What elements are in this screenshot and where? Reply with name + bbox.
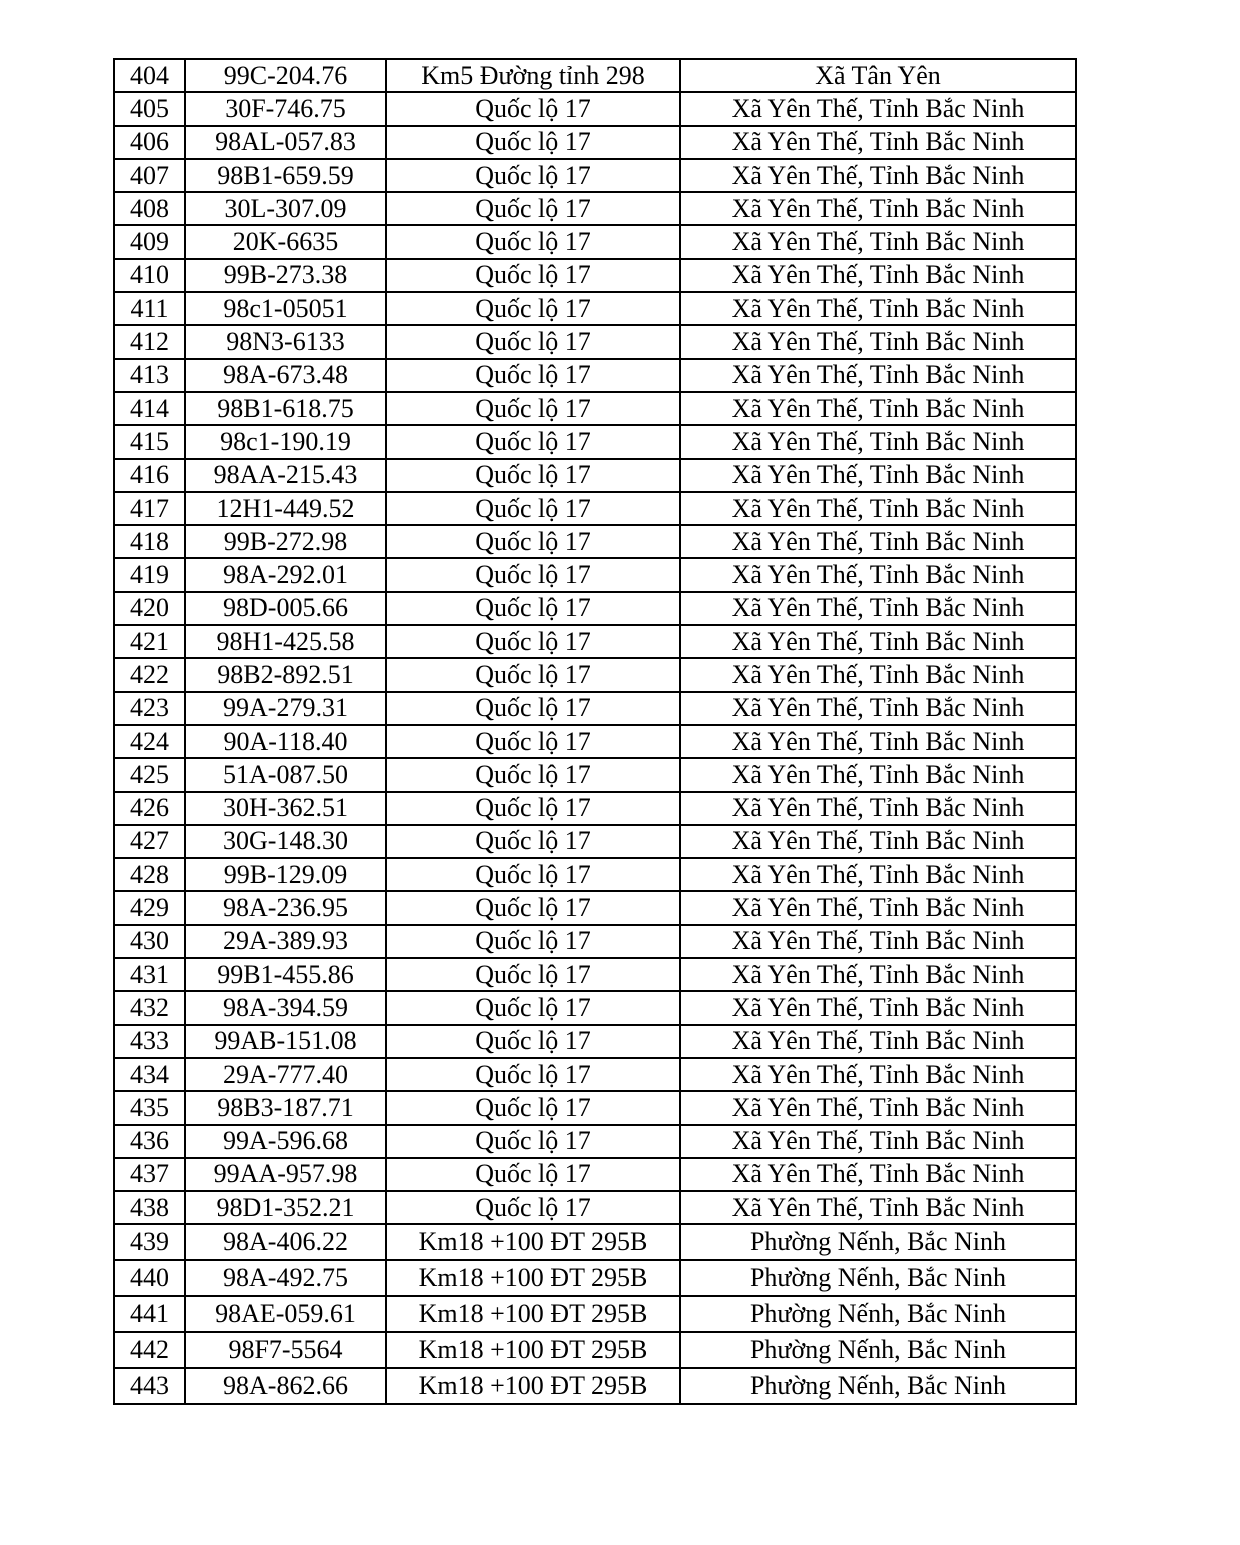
administrative-unit-cell: Xã Yên Thế, Tỉnh Bắc Ninh <box>680 991 1076 1024</box>
license-plate-cell: 98A-492.75 <box>185 1260 386 1296</box>
row-number-cell: 439 <box>114 1224 185 1260</box>
administrative-unit-cell: Xã Yên Thế, Tỉnh Bắc Ninh <box>680 192 1076 225</box>
license-plate-cell: 98AA-215.43 <box>185 459 386 492</box>
license-plate-cell: 30L-307.09 <box>185 192 386 225</box>
administrative-unit-cell: Xã Yên Thế, Tỉnh Bắc Ninh <box>680 692 1076 725</box>
administrative-unit-cell: Xã Yên Thế, Tỉnh Bắc Ninh <box>680 958 1076 991</box>
table-row <box>114 59 1076 92</box>
table-row <box>114 592 1076 625</box>
location-cell: Quốc lộ 17 <box>386 625 680 658</box>
administrative-unit-cell: Xã Yên Thế, Tỉnh Bắc Ninh <box>680 825 1076 858</box>
row-number-cell: 404 <box>114 59 185 92</box>
row-number-cell: 431 <box>114 958 185 991</box>
administrative-unit-cell: Xã Yên Thế, Tỉnh Bắc Ninh <box>680 1091 1076 1124</box>
administrative-unit-cell: Xã Yên Thế, Tỉnh Bắc Ninh <box>680 891 1076 924</box>
license-plate-cell: 99AA-957.98 <box>185 1158 386 1191</box>
administrative-unit-cell: Phường Nếnh, Bắc Ninh <box>680 1260 1076 1296</box>
location-cell: Quốc lộ 17 <box>386 525 680 558</box>
administrative-unit-cell: Xã Yên Thế, Tỉnh Bắc Ninh <box>680 1191 1076 1224</box>
row-number-cell: 430 <box>114 925 185 958</box>
table-row <box>114 858 1076 891</box>
location-cell: Quốc lộ 17 <box>386 1091 680 1124</box>
license-plate-cell: 98AL-057.83 <box>185 126 386 159</box>
administrative-unit-cell: Xã Yên Thế, Tỉnh Bắc Ninh <box>680 725 1076 758</box>
location-cell: Quốc lộ 17 <box>386 858 680 891</box>
records-table <box>113 58 1077 1405</box>
location-cell: Quốc lộ 17 <box>386 958 680 991</box>
table-row <box>114 1158 1076 1191</box>
table-row <box>114 792 1076 825</box>
license-plate-cell: 99AB-151.08 <box>185 1025 386 1058</box>
location-cell: Quốc lộ 17 <box>386 225 680 258</box>
location-cell: Quốc lộ 17 <box>386 325 680 358</box>
table-row <box>114 92 1076 125</box>
license-plate-cell: 98B1-659.59 <box>185 159 386 192</box>
location-cell: Quốc lộ 17 <box>386 159 680 192</box>
table-row <box>114 1125 1076 1158</box>
license-plate-cell: 98c1-05051 <box>185 292 386 325</box>
row-number-cell: 442 <box>114 1332 185 1368</box>
row-number-cell: 407 <box>114 159 185 192</box>
license-plate-cell: 99B-129.09 <box>185 858 386 891</box>
row-number-cell: 416 <box>114 459 185 492</box>
license-plate-cell: 98B1-618.75 <box>185 392 386 425</box>
administrative-unit-cell: Xã Yên Thế, Tỉnh Bắc Ninh <box>680 758 1076 791</box>
location-cell: Quốc lộ 17 <box>386 192 680 225</box>
row-number-cell: 440 <box>114 1260 185 1296</box>
location-cell: Quốc lộ 17 <box>386 925 680 958</box>
table-row <box>114 658 1076 691</box>
location-cell: Km18 +100 ĐT 295B <box>386 1260 680 1296</box>
table-row <box>114 891 1076 924</box>
table-row <box>114 991 1076 1024</box>
administrative-unit-cell: Xã Yên Thế, Tỉnh Bắc Ninh <box>680 292 1076 325</box>
administrative-unit-cell: Xã Yên Thế, Tỉnh Bắc Ninh <box>680 126 1076 159</box>
administrative-unit-cell: Xã Yên Thế, Tỉnh Bắc Ninh <box>680 592 1076 625</box>
location-cell: Quốc lộ 17 <box>386 825 680 858</box>
location-cell: Quốc lộ 17 <box>386 1125 680 1158</box>
administrative-unit-cell: Xã Yên Thế, Tỉnh Bắc Ninh <box>680 459 1076 492</box>
table-row <box>114 359 1076 392</box>
license-plate-cell: 98c1-190.19 <box>185 425 386 458</box>
row-number-cell: 422 <box>114 658 185 691</box>
license-plate-cell: 98A-673.48 <box>185 359 386 392</box>
license-plate-cell: 98D-005.66 <box>185 592 386 625</box>
administrative-unit-cell: Xã Yên Thế, Tỉnh Bắc Ninh <box>680 525 1076 558</box>
table-row <box>114 558 1076 591</box>
administrative-unit-cell: Xã Yên Thế, Tỉnh Bắc Ninh <box>680 1125 1076 1158</box>
table-row <box>114 425 1076 458</box>
location-cell: Km5 Đường tỉnh 298 <box>386 59 680 92</box>
administrative-unit-cell: Phường Nếnh, Bắc Ninh <box>680 1332 1076 1368</box>
table-row <box>114 192 1076 225</box>
license-plate-cell: 98A-394.59 <box>185 991 386 1024</box>
administrative-unit-cell: Xã Yên Thế, Tỉnh Bắc Ninh <box>680 392 1076 425</box>
license-plate-cell: 98A-292.01 <box>185 558 386 591</box>
table-row <box>114 1058 1076 1091</box>
administrative-unit-cell: Xã Yên Thế, Tỉnh Bắc Ninh <box>680 492 1076 525</box>
row-number-cell: 433 <box>114 1025 185 1058</box>
location-cell: Quốc lộ 17 <box>386 692 680 725</box>
location-cell: Quốc lộ 17 <box>386 725 680 758</box>
license-plate-cell: 90A-118.40 <box>185 725 386 758</box>
license-plate-cell: 98B2-892.51 <box>185 658 386 691</box>
row-number-cell: 412 <box>114 325 185 358</box>
license-plate-cell: 51A-087.50 <box>185 758 386 791</box>
table-row <box>114 1025 1076 1058</box>
table-row <box>114 1260 1076 1296</box>
row-number-cell: 415 <box>114 425 185 458</box>
license-plate-cell: 98A-406.22 <box>185 1224 386 1260</box>
table-row <box>114 225 1076 258</box>
administrative-unit-cell: Xã Yên Thế, Tỉnh Bắc Ninh <box>680 359 1076 392</box>
administrative-unit-cell: Xã Yên Thế, Tỉnh Bắc Ninh <box>680 159 1076 192</box>
location-cell: Quốc lộ 17 <box>386 459 680 492</box>
row-number-cell: 419 <box>114 558 185 591</box>
location-cell: Quốc lộ 17 <box>386 592 680 625</box>
location-cell: Quốc lộ 17 <box>386 891 680 924</box>
administrative-unit-cell: Xã Yên Thế, Tỉnh Bắc Ninh <box>680 658 1076 691</box>
administrative-unit-cell: Xã Yên Thế, Tỉnh Bắc Ninh <box>680 225 1076 258</box>
location-cell: Quốc lộ 17 <box>386 392 680 425</box>
license-plate-cell: 29A-777.40 <box>185 1058 386 1091</box>
license-plate-cell: 99A-596.68 <box>185 1125 386 1158</box>
table-row <box>114 126 1076 159</box>
row-number-cell: 406 <box>114 126 185 159</box>
row-number-cell: 435 <box>114 1091 185 1124</box>
row-number-cell: 427 <box>114 825 185 858</box>
license-plate-cell: 99B-272.98 <box>185 525 386 558</box>
location-cell: Quốc lộ 17 <box>386 92 680 125</box>
row-number-cell: 411 <box>114 292 185 325</box>
administrative-unit-cell: Xã Yên Thế, Tỉnh Bắc Ninh <box>680 92 1076 125</box>
administrative-unit-cell: Xã Yên Thế, Tỉnh Bắc Ninh <box>680 1158 1076 1191</box>
table-row <box>114 1368 1076 1404</box>
administrative-unit-cell: Xã Yên Thế, Tỉnh Bắc Ninh <box>680 558 1076 591</box>
row-number-cell: 420 <box>114 592 185 625</box>
row-number-cell: 443 <box>114 1368 185 1404</box>
table-row <box>114 325 1076 358</box>
administrative-unit-cell: Phường Nếnh, Bắc Ninh <box>680 1296 1076 1332</box>
row-number-cell: 418 <box>114 525 185 558</box>
row-number-cell: 405 <box>114 92 185 125</box>
location-cell: Km18 +100 ĐT 295B <box>386 1368 680 1404</box>
location-cell: Quốc lộ 17 <box>386 558 680 591</box>
row-number-cell: 409 <box>114 225 185 258</box>
row-number-cell: 421 <box>114 625 185 658</box>
table-row <box>114 459 1076 492</box>
administrative-unit-cell: Xã Yên Thế, Tỉnh Bắc Ninh <box>680 925 1076 958</box>
table-row <box>114 1224 1076 1260</box>
row-number-cell: 423 <box>114 692 185 725</box>
row-number-cell: 413 <box>114 359 185 392</box>
license-plate-cell: 99A-279.31 <box>185 692 386 725</box>
row-number-cell: 408 <box>114 192 185 225</box>
table-row <box>114 292 1076 325</box>
location-cell: Quốc lộ 17 <box>386 359 680 392</box>
table-row <box>114 625 1076 658</box>
row-number-cell: 425 <box>114 758 185 791</box>
row-number-cell: 428 <box>114 858 185 891</box>
administrative-unit-cell: Xã Tân Yên <box>680 59 1076 92</box>
license-plate-cell: 12H1-449.52 <box>185 492 386 525</box>
records-body <box>114 59 1076 1404</box>
license-plate-cell: 98B3-187.71 <box>185 1091 386 1124</box>
row-number-cell: 436 <box>114 1125 185 1158</box>
location-cell: Quốc lộ 17 <box>386 1191 680 1224</box>
location-cell: Quốc lộ 17 <box>386 492 680 525</box>
table-row <box>114 1296 1076 1332</box>
table-row <box>114 492 1076 525</box>
location-cell: Quốc lộ 17 <box>386 425 680 458</box>
table-row <box>114 958 1076 991</box>
administrative-unit-cell: Xã Yên Thế, Tỉnh Bắc Ninh <box>680 792 1076 825</box>
location-cell: Km18 +100 ĐT 295B <box>386 1332 680 1368</box>
table-row <box>114 758 1076 791</box>
administrative-unit-cell: Phường Nếnh, Bắc Ninh <box>680 1224 1076 1260</box>
table-row <box>114 692 1076 725</box>
administrative-unit-cell: Xã Yên Thế, Tỉnh Bắc Ninh <box>680 625 1076 658</box>
row-number-cell: 426 <box>114 792 185 825</box>
table-row <box>114 392 1076 425</box>
location-cell: Quốc lộ 17 <box>386 1058 680 1091</box>
license-plate-cell: 99C-204.76 <box>185 59 386 92</box>
license-plate-cell: 29A-389.93 <box>185 925 386 958</box>
license-plate-cell: 98H1-425.58 <box>185 625 386 658</box>
row-number-cell: 429 <box>114 891 185 924</box>
table-row <box>114 1091 1076 1124</box>
location-cell: Quốc lộ 17 <box>386 758 680 791</box>
table-row <box>114 259 1076 292</box>
location-cell: Quốc lộ 17 <box>386 658 680 691</box>
table-row <box>114 1191 1076 1224</box>
location-cell: Quốc lộ 17 <box>386 1025 680 1058</box>
row-number-cell: 424 <box>114 725 185 758</box>
table-row <box>114 525 1076 558</box>
administrative-unit-cell: Xã Yên Thế, Tỉnh Bắc Ninh <box>680 858 1076 891</box>
administrative-unit-cell: Xã Yên Thế, Tỉnh Bắc Ninh <box>680 425 1076 458</box>
license-plate-cell: 98D1-352.21 <box>185 1191 386 1224</box>
row-number-cell: 414 <box>114 392 185 425</box>
license-plate-cell: 99B1-455.86 <box>185 958 386 991</box>
location-cell: Quốc lộ 17 <box>386 126 680 159</box>
location-cell: Quốc lộ 17 <box>386 292 680 325</box>
row-number-cell: 417 <box>114 492 185 525</box>
row-number-cell: 441 <box>114 1296 185 1332</box>
license-plate-cell: 98N3-6133 <box>185 325 386 358</box>
table-row <box>114 925 1076 958</box>
table-row <box>114 1332 1076 1368</box>
license-plate-cell: 99B-273.38 <box>185 259 386 292</box>
license-plate-cell: 98F7-5564 <box>185 1332 386 1368</box>
administrative-unit-cell: Xã Yên Thế, Tỉnh Bắc Ninh <box>680 1058 1076 1091</box>
row-number-cell: 437 <box>114 1158 185 1191</box>
license-plate-cell: 20K-6635 <box>185 225 386 258</box>
table-row <box>114 825 1076 858</box>
row-number-cell: 438 <box>114 1191 185 1224</box>
location-cell: Km18 +100 ĐT 295B <box>386 1224 680 1260</box>
table-row <box>114 725 1076 758</box>
location-cell: Km18 +100 ĐT 295B <box>386 1296 680 1332</box>
license-plate-cell: 30H-362.51 <box>185 792 386 825</box>
location-cell: Quốc lộ 17 <box>386 792 680 825</box>
administrative-unit-cell: Xã Yên Thế, Tỉnh Bắc Ninh <box>680 259 1076 292</box>
row-number-cell: 432 <box>114 991 185 1024</box>
license-plate-cell: 98AE-059.61 <box>185 1296 386 1332</box>
location-cell: Quốc lộ 17 <box>386 991 680 1024</box>
license-plate-cell: 98A-862.66 <box>185 1368 386 1404</box>
location-cell: Quốc lộ 17 <box>386 1158 680 1191</box>
administrative-unit-cell: Phường Nếnh, Bắc Ninh <box>680 1368 1076 1404</box>
administrative-unit-cell: Xã Yên Thế, Tỉnh Bắc Ninh <box>680 325 1076 358</box>
row-number-cell: 410 <box>114 259 185 292</box>
license-plate-cell: 30G-148.30 <box>185 825 386 858</box>
location-cell: Quốc lộ 17 <box>386 259 680 292</box>
license-plate-cell: 98A-236.95 <box>185 891 386 924</box>
table-row <box>114 159 1076 192</box>
row-number-cell: 434 <box>114 1058 185 1091</box>
administrative-unit-cell: Xã Yên Thế, Tỉnh Bắc Ninh <box>680 1025 1076 1058</box>
license-plate-cell: 30F-746.75 <box>185 92 386 125</box>
